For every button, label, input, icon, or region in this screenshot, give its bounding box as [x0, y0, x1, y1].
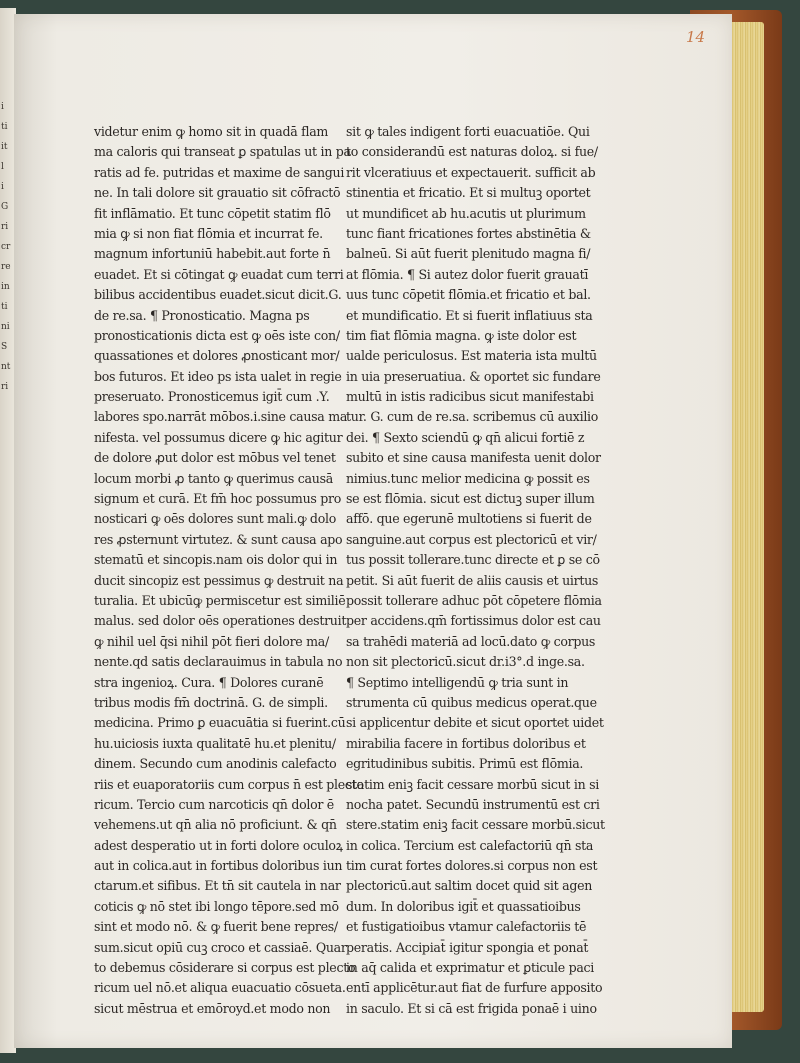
- text-line: ctarum.et sifibus. Et tn̄ sit cautela in nar: [94, 878, 341, 894]
- margin-fragment: nt: [1, 362, 11, 372]
- text-line: non sit plectoricū.sicut dr.i3°.d inge.sa.: [346, 654, 585, 670]
- text-column-right: [346, 122, 605, 1019]
- margin-fragment: S: [1, 342, 8, 352]
- text-line: sint et modo nō. & ꝙ fuerit bene repres/: [94, 919, 338, 935]
- margin-fragment: l: [1, 162, 4, 172]
- text-line: entī applicētur.aut fiat de furfure apposito: [346, 980, 603, 996]
- text-line: per accidens.qm̄ fortissimus dolor est cau: [346, 613, 601, 629]
- text-line: res ꝓsternunt virtutez. & sunt causa apo: [94, 531, 343, 547]
- text-line: coticis ꝙ nō stet ibi longo tēpore.sed mō: [94, 898, 339, 914]
- text-line: tur. G. cum de re.sa. scribemus cū auxilio: [346, 409, 599, 425]
- text-line: tim curat fortes dolores.si corpus non est: [346, 858, 598, 874]
- text-line: tus possit tollerare.tunc directe et ꝑ se cō: [346, 552, 600, 568]
- text-line: at flōmia. ¶ Si autez dolor fuerit grauatī: [346, 266, 589, 282]
- text-line: ricum. Tercio cum narcoticis qn̄ dolor ē: [94, 796, 334, 812]
- text-line: dum. In doloribus igit̄ et quassatioibus: [346, 898, 581, 914]
- text-line: strumenta cū quibus medicus operat.que: [346, 694, 597, 710]
- text-line: egritudinibus subitis. Primū est flōmia.: [346, 756, 584, 772]
- margin-fragment: ri: [1, 382, 9, 392]
- text-line: dei. ¶ Sexto sciendū ꝙ qn̄ alicui fortiē z: [346, 429, 585, 445]
- text-line: to debemus cōsiderare si corpus est plecto: [94, 960, 356, 976]
- text-line: plectoricū.aut saltim docet quid sit agen: [346, 878, 593, 894]
- text-line: ut mundificet ab hu.acutis ut plurimum: [346, 205, 586, 221]
- text-line: malus. sed dolor oēs operationes destruit: [94, 613, 347, 629]
- book-page: [14, 14, 732, 1048]
- text-line: nimius.tunc melior medicina ꝙ possit es: [346, 470, 590, 486]
- text-line: nifesta. vel possumus dicere ꝙ hic agitur: [94, 429, 343, 445]
- text-line: mirabilia facere in fortibus doloribus et: [346, 735, 586, 751]
- text-line: adest desperatio ut in forti dolore oculoꝝ: [94, 837, 343, 853]
- text-line: stematū et sincopis.nam ois dolor qui in: [94, 552, 338, 568]
- text-line: ma caloris qui transeat ꝑ spatulas ut in pa: [94, 144, 351, 160]
- text-line: stra ingenioꝝ. Cura. ¶ Dolores curanē: [94, 674, 324, 690]
- margin-fragment: i: [1, 182, 4, 192]
- text-line: sum.sicut opiū cuꝫ croco et cassiaē. Quar: [94, 939, 347, 955]
- text-line: aut in colica.aut in fortibus doloribus iun: [94, 858, 343, 874]
- text-line: bos futuros. Et ideo ps ista ualet in regie: [94, 368, 342, 384]
- text-line: tribus modis fm̄ doctrinā. G. de simpli.: [94, 694, 328, 710]
- margin-fragment: ni: [1, 322, 10, 332]
- margin-fragment: in: [1, 282, 10, 292]
- text-line: ne. In tali dolore sit grauatio sit cōfractō: [94, 185, 341, 201]
- margin-fragment: ti: [1, 302, 8, 312]
- text-line: peratis. Accipiat̄ igitur spongia et ponat̄: [346, 939, 589, 955]
- text-line: dinem. Secundo cum anodinis calefacto: [94, 756, 337, 772]
- text-line: riis et euaporatoriis cum corpus n̄ est plecto: [94, 776, 364, 792]
- text-line: nocha patet. Secundū instrumentū est cri: [346, 796, 600, 812]
- text-column-left: [94, 122, 364, 1019]
- text-line: magnum infortuniū habebit.aut forte n̄: [94, 246, 331, 262]
- text-line: videtur enim ꝙ homo sit in quadā flam: [94, 124, 329, 139]
- text-line: sit ꝙ tales indigent forti euacuatiōe. Qui: [346, 124, 590, 139]
- margin-fragment: it: [1, 142, 8, 152]
- text-line: et fustigatioibus vtamur calefactoriis tē: [346, 919, 587, 935]
- text-line: tunc fiant fricationes fortes abstinētia &: [346, 225, 591, 241]
- text-line: multū in istis radicibus sicut manifestabi: [346, 389, 594, 405]
- text-line: preseruato. Pronosticemus igit̄ cum .Y.: [94, 389, 330, 405]
- text-line: sanguine.aut corpus est plectoricū et vir/: [346, 531, 597, 547]
- text-line: nosticari ꝙ oēs dolores sunt mali.ꝙ dolo: [94, 511, 336, 527]
- text-line: labores spo.narrāt mōbos.i.sine causa ma: [94, 409, 348, 425]
- text-line: locum morbi ꝓ tanto ꝙ querimus causā: [94, 470, 333, 486]
- text-line: ratis ad fe. putridas et maxime de sangui: [94, 164, 345, 180]
- text-line: sicut mēstrua et emōroyd.et modo non: [94, 1000, 331, 1016]
- text-line: in uia preseruatiua. & oportet sic fundare: [346, 368, 601, 384]
- text-line: nente.qd satis declarauimus in tabula no: [94, 654, 343, 670]
- text-line: uus tunc cōpetit flōmia.et fricatio et bal.: [346, 287, 591, 303]
- text-line: fit inflāmatio. Et tunc cōpetit statim flō: [94, 205, 331, 221]
- text-line: signum et curā. Et fm̄ hoc possumus pro: [94, 491, 342, 507]
- text-line: possit tollerare adhuc pōt cōpetere flōmia: [346, 592, 602, 608]
- text-line: si applicentur debite et sicut oportet uidet: [346, 715, 604, 731]
- text-line: balneū. Si aūt fuerit plenitudo magna fi/: [346, 246, 591, 262]
- text-line: de re.sa. ¶ Pronosticatio. Magna ps: [94, 307, 310, 323]
- text-line: in colica. Tercium est calefactoriū qn̄ sta: [346, 837, 594, 853]
- margin-fragment: cr: [1, 242, 11, 252]
- text-line: turalia. Et ubicūꝙ permiscetur est similiē: [94, 592, 346, 608]
- text-line: ¶ Septimo intelligendū ꝙ tria sunt in: [346, 674, 569, 690]
- text-line: in saculo. Et si cā est frigida ponaē i uino: [346, 1000, 597, 1016]
- text-line: medicina. Primo ꝑ euacuātia si fuerint.cū: [94, 715, 346, 731]
- margin-fragment: ti: [1, 122, 8, 132]
- text-line: vehemens.ut qn̄ alia nō proficiunt. & qn̄: [94, 817, 337, 833]
- text-line: ꝙ nihil uel q̄si nihil pōt fieri dolore ma/: [94, 633, 329, 649]
- text-line: affō. que egerunē multotiens si fuerit de: [346, 511, 592, 527]
- margin-fragment: re: [1, 262, 11, 272]
- text-line: ducit sincopiz est pessimus ꝙ destruit na: [94, 572, 344, 588]
- text-line: hu.uiciosis iuxta qualitatē hu.et plenitu/: [94, 735, 336, 751]
- text-line: in aq̄ calida et exprimatur et ꝑticule paci: [346, 960, 595, 976]
- text-line: to considerandū est naturas doloꝝ. si fue/: [346, 144, 598, 160]
- text-line: stere.statim eniꝫ facit cessare morbū.sicut: [346, 817, 605, 833]
- text-line: statim eniꝫ facit cessare morbū sicut in si: [346, 776, 599, 792]
- text-line: se est flōmia. sicut est dictuꝫ super illum: [346, 491, 595, 507]
- text-line: pronosticationis dicta est ꝙ oēs iste con/: [94, 327, 340, 343]
- margin-fragment: i: [1, 102, 4, 112]
- text-line: mia ꝙ si non fiat flōmia et incurrat fe.: [94, 225, 323, 241]
- text-line: sa trahēdi materiā ad locū.dato ꝙ corpus: [346, 633, 596, 649]
- text-line: quassationes et dolores ꝓnosticant mor/: [94, 348, 340, 364]
- text-line: stinentia et fricatio. Et si multuꝫ oportet: [346, 185, 591, 201]
- text-line: de dolore ꝓut dolor est mōbus vel tenet: [94, 450, 336, 466]
- margin-fragment: ri: [1, 222, 9, 232]
- text-line: euadet. Et si cōtingat ꝙ euadat cum terri: [94, 266, 344, 282]
- margin-fragment: G: [1, 202, 9, 212]
- text-line: bilibus accidentibus euadet.sicut dicit.G.: [94, 287, 342, 303]
- folio-number: 14: [686, 28, 706, 46]
- text-line: petit. Si aūt fuerit de aliis causis et uirtus: [346, 572, 599, 588]
- text-line: subito et sine causa manifesta uenit dolor: [346, 450, 601, 466]
- text-line: rit vlceratiuus et expectauerit. sufficit ab: [346, 164, 596, 180]
- text-line: ualde periculosus. Est materia ista multū: [346, 348, 597, 364]
- text-line: ricum uel nō.et aliqua euacuatio cōsueta.: [94, 980, 346, 996]
- text-line: tim fiat flōmia magna. ꝙ iste dolor est: [346, 327, 577, 343]
- text-line: et mundificatio. Et si fuerit inflatiuus sta: [346, 307, 593, 323]
